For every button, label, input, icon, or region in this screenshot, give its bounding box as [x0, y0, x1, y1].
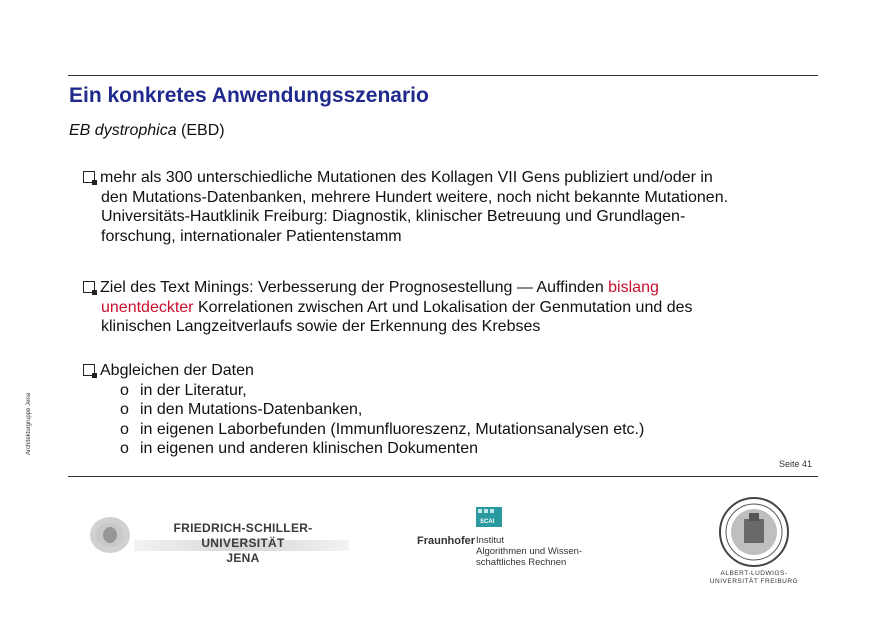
- fraunhofer-name: Fraunhofer: [417, 535, 476, 547]
- sidebar-vertical-label: Architekturgruppe Jena: [26, 392, 32, 455]
- highlight-bislang: bislang: [608, 279, 659, 296]
- fraunhofer-institute-text: Institut Algorithmen und Wissen- schaftliches Rechnen: [476, 535, 583, 568]
- sub-item: o in eigenen und anderen klinischen Dokumenten: [120, 440, 479, 457]
- top-rule: [68, 75, 818, 76]
- bullet-box-icon: [83, 171, 95, 183]
- bottom-rule: [68, 476, 818, 477]
- sub-item: o in eigenen Laborbefunden (Immunfluoreszenz, Mutationsanalysen etc.): [120, 420, 645, 438]
- jena-logo-text: FRIEDRICH-SCHILLER-UNIVERSITÄT JENA: [173, 521, 313, 565]
- jena-seal-icon: [88, 515, 132, 555]
- bullet-mutations: mehr als 300 unterschiedliche Mutationen des Kollagen VII Gens publiziert und/oder in den Mutations-Datenbanken, mehrere Hundert weitere, noch nicht bekannte Mutationen. Universitäts-Hautklinik Freiburg: Diagnostik, klinischer Betreuung und Grundlagen- forschung, internationaler Patientenstamm: [83, 168, 803, 246]
- slide-title: Ein konkretes Anwendungsszenario: [69, 84, 429, 107]
- fraunhofer-scai-logo: [414, 507, 604, 577]
- bullet-text-mining-goal: Ziel des Text Minings: Verbesserung der Prognosestellung — Auffinden bislang unentdeckter Korrelationen zwischen Art und Lokalisation der Genmutation und des klinischen Langzeitverlaufs sowie der Erkennung des Krebses: [83, 278, 803, 337]
- slide-subtitle: [69, 122, 225, 140]
- jena-university-logo: [88, 515, 350, 565]
- freiburg-logo-caption: ALBERT-LUDWIGS- UNIVERSITÄT FREIBURG: [709, 570, 799, 585]
- highlight-unentdeckter: unentdeckter: [101, 298, 194, 316]
- sub-item: o in den Mutations-Datenbanken,: [120, 401, 363, 418]
- bullet-box-icon: [83, 281, 95, 293]
- scai-badge-text: SCAI: [480, 519, 495, 525]
- bullet-box-icon: [83, 364, 95, 376]
- freiburg-university-logo: [706, 495, 802, 585]
- subtitle-italic: EB dystrophica: [69, 122, 177, 139]
- sub-item: o in der Literatur,: [120, 381, 247, 399]
- bullet-data-matching: Abgleichen der Daten o in der Literatur, o in den Mutations-Datenbanken, o in eigenen Laborbefunden (Immunfluoreszenz, Mutationsanalysen etc.) o in eigenen und anderen klinischen Dokumenten: [83, 361, 803, 459]
- subtitle-rest: (EBD): [176, 122, 225, 139]
- freiburg-seal-icon: [706, 495, 802, 569]
- page-number: Seite 41: [779, 459, 813, 469]
